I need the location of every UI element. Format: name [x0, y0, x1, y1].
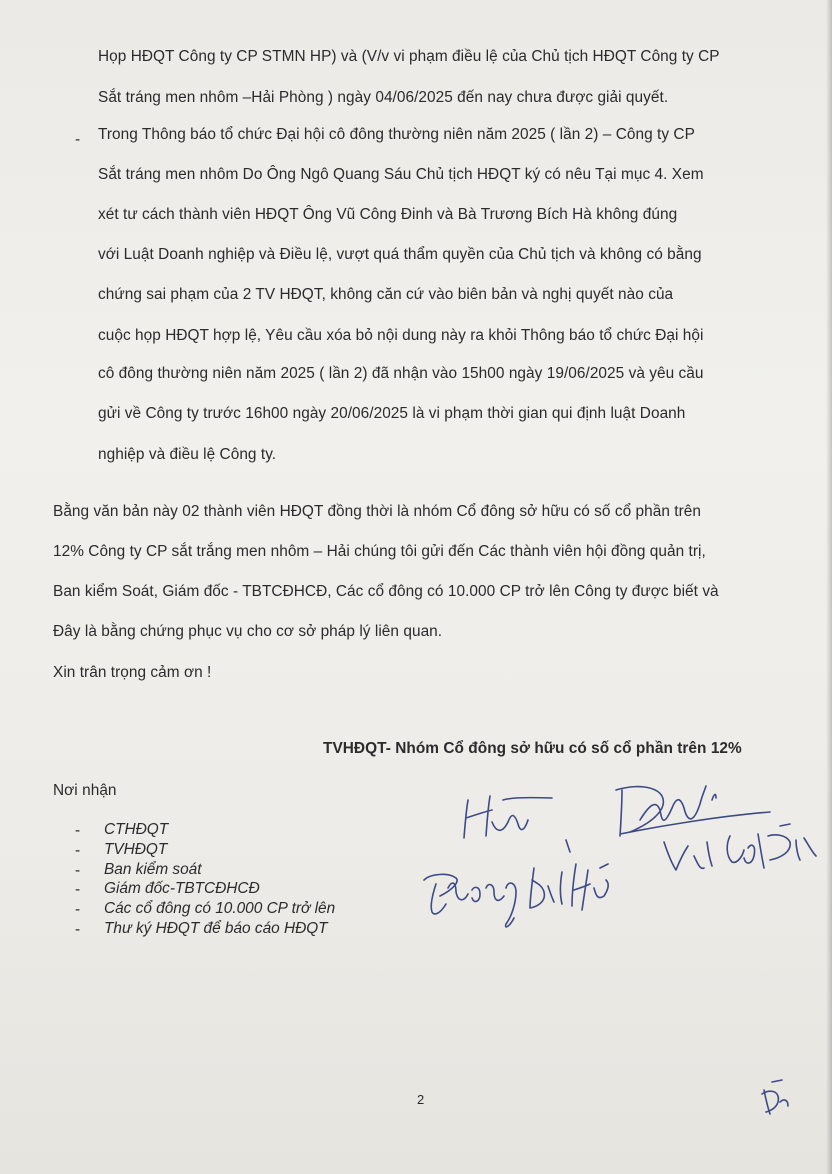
- bullet-line: gửi về Công ty trước 16h00 ngày 20/06/2025 là vi phạm thời gian qui định luật Doanh: [98, 405, 686, 422]
- recipient-item: CTHĐQT: [104, 821, 169, 838]
- intro-line: Họp HĐQT Công ty CP STMN HP) và (V/v vi phạm điều lệ của Chủ tịch HĐQT Công ty CP: [98, 48, 720, 65]
- bullet-line: Sắt tráng men nhôm Do Ông Ngô Quang Sáu Chủ tịch HĐQT ký có nêu Tại mục 4. Xem: [98, 166, 704, 183]
- recipient-item: TVHĐQT: [104, 841, 168, 858]
- closing-text: Xin trân trọng cảm ơn !: [53, 664, 212, 681]
- bullet-dash: -: [75, 131, 81, 148]
- intro-line: Sắt tráng men nhôm –Hải Phòng ) ngày 04/06/2025 đến nay chưa được giải quyết.: [98, 89, 669, 106]
- signature-title: TVHĐQT- Nhóm Cổ đông sở hữu có số cổ phần trên 12%: [323, 740, 742, 757]
- recipients-label: Nơi nhận: [53, 782, 117, 799]
- paragraph-line: Ban kiểm Soát, Giám đốc - TBTCĐHCĐ, Các cổ đông có 10.000 CP trở lên Công ty được biết và: [53, 583, 719, 600]
- recipient-dash: -: [75, 822, 81, 839]
- bullet-line: xét tư cách thành viên HĐQT Ông Vũ Công Đinh và Bà Trương Bích Hà không đúng: [98, 206, 678, 223]
- recipient-item: Ban kiểm soát: [104, 861, 202, 878]
- recipient-dash: -: [75, 901, 81, 918]
- bullet-line: với Luật Doanh nghiệp và Điều lệ, vượt quá thẩm quyền của Chủ tịch và không có bằng: [98, 246, 702, 263]
- recipient-item: Thư ký HĐQT để báo cáo HĐQT: [104, 920, 328, 937]
- bullet-line: chứng sai phạm của 2 TV HĐQT, không căn cứ vào biên bản và nghị quyết nào của: [98, 286, 674, 303]
- recipient-dash: -: [75, 842, 81, 859]
- page-number: 2: [417, 1092, 425, 1107]
- bullet-line: Trong Thông báo tổ chức Đại hội cô đông thường niên năm 2025 ( lần 2) – Công ty CP: [98, 126, 695, 143]
- bullet-line: cô đông thường niên năm 2025 ( lần 2) đã nhận vào 15h00 ngày 19/06/2025 và yêu cầu: [98, 365, 704, 382]
- paragraph-line: 12% Công ty CP sắt trắng men nhôm – Hải chúng tôi gửi đến Các thành viên hội đồng quản trị,: [53, 543, 706, 560]
- bullet-line: cuộc họp HĐQT hợp lệ, Yêu cầu xóa bỏ nội dung này ra khỏi Thông báo tổ chức Đại hội: [98, 327, 704, 344]
- recipient-dash: -: [75, 921, 81, 938]
- recipient-item: Giám đốc-TBTCĐHCĐ: [104, 880, 260, 897]
- recipient-dash: -: [75, 881, 81, 898]
- paragraph-line: Bằng văn bản này 02 thành viên HĐQT đồng thời là nhóm Cổ đông sở hữu có số cổ phần trên: [53, 503, 702, 520]
- paragraph-line: Đây là bằng chứng phục vụ cho cơ sở pháp lý liên quan.: [53, 623, 443, 640]
- recipient-item: Các cổ đông có 10.000 CP trở lên: [104, 900, 336, 917]
- recipient-dash: -: [75, 862, 81, 879]
- bullet-line: nghiệp và điều lệ Công ty.: [98, 446, 277, 463]
